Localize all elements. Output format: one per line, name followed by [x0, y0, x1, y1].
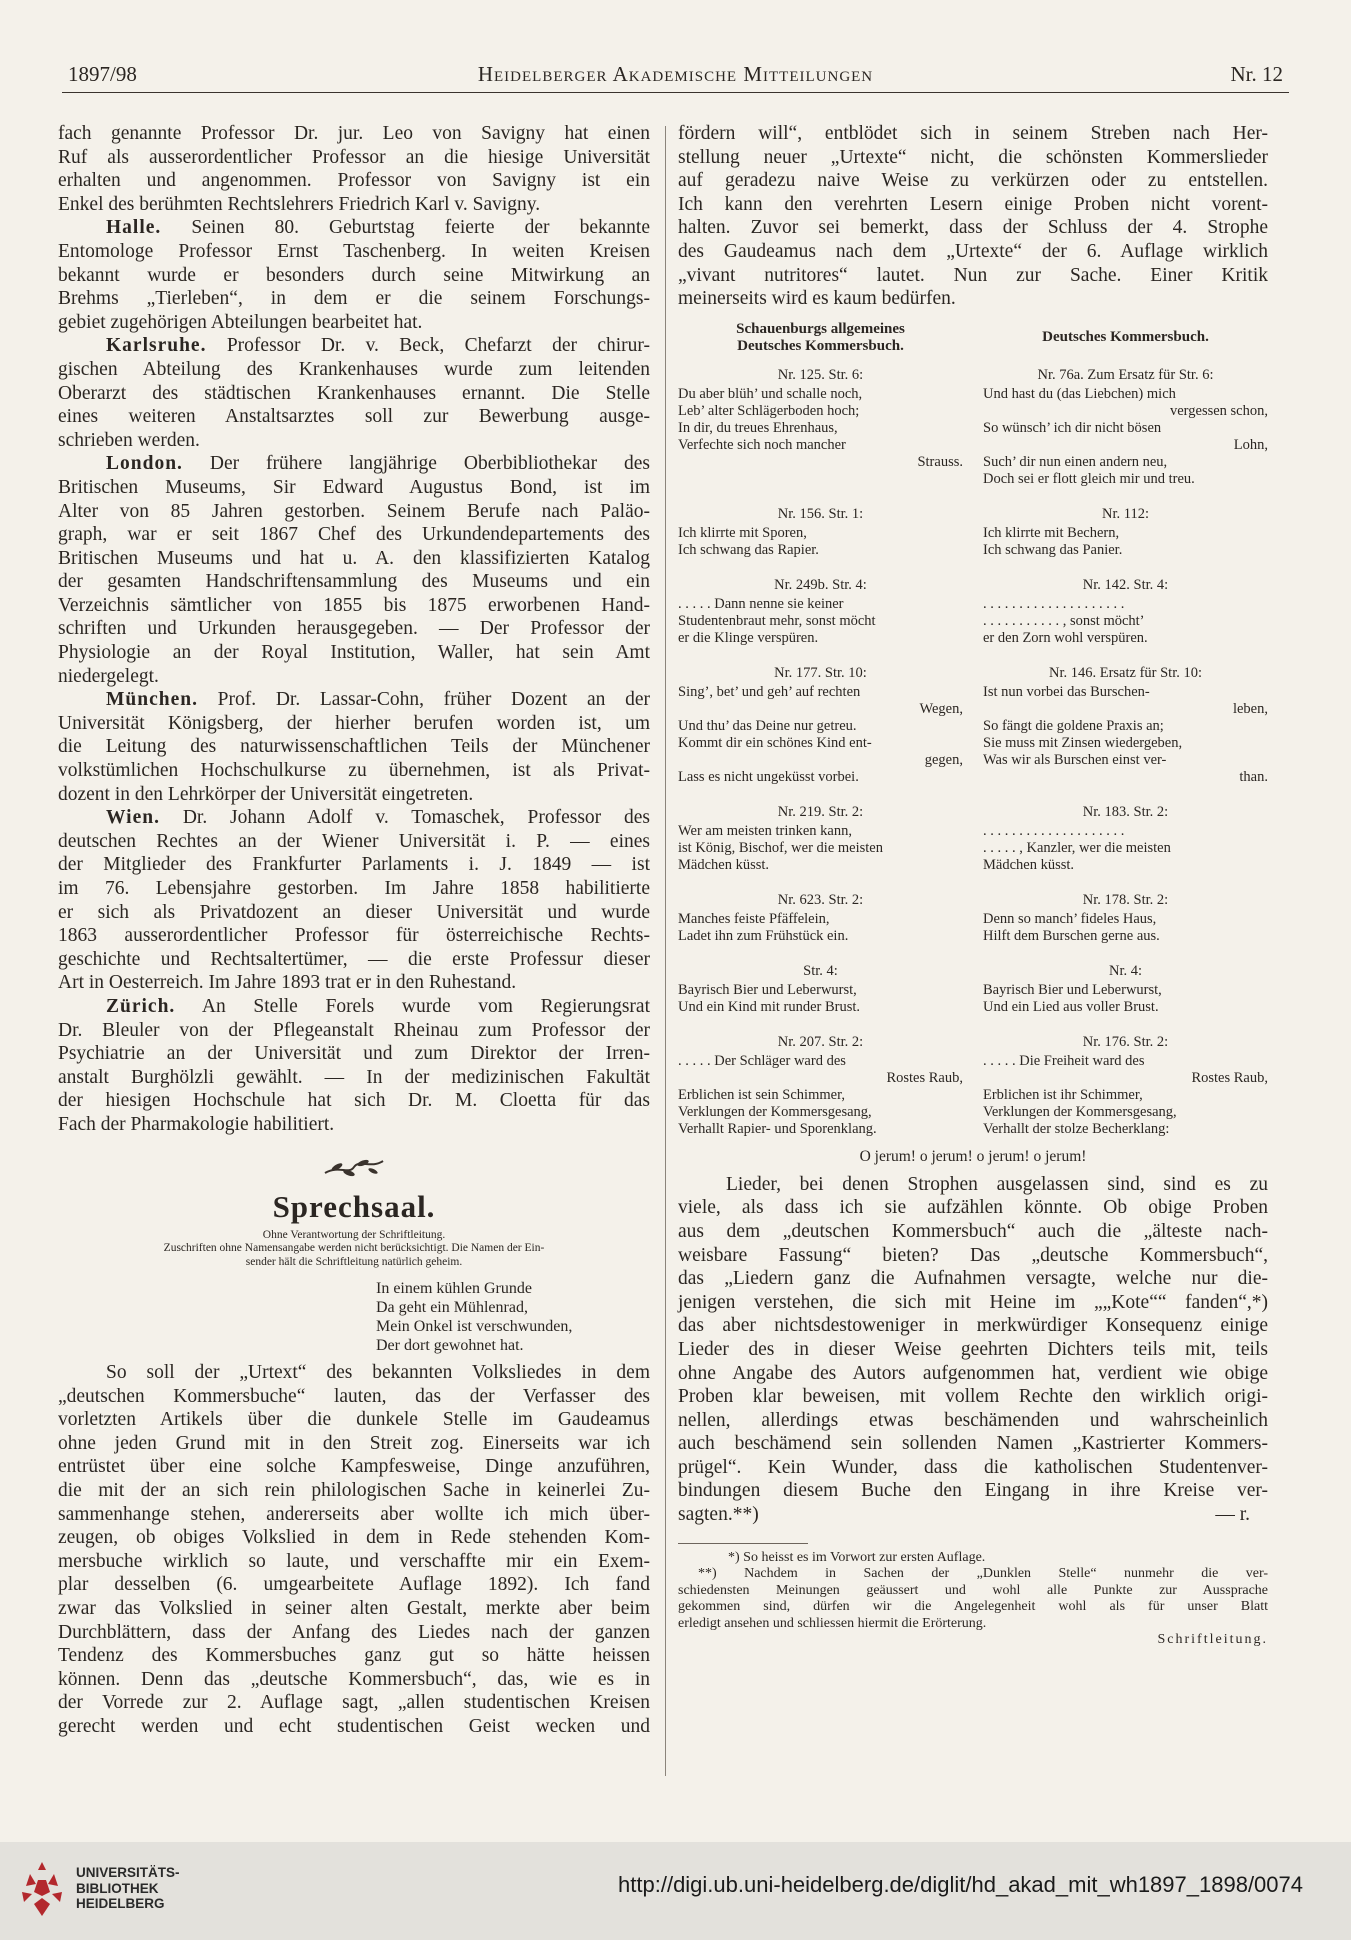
text-line: Lieder, bei denen Strophen ausgelassen sind, sind es zu [726, 1173, 1268, 1195]
text-line: aus dem „deutschen Kommersbuch“ auch die „älteste nach- [678, 1220, 1268, 1242]
news-zuerich: Zürich. An Stelle Forels wurde vom Regierungsrat Dr. Bleuler von der Pflegeanstalt Rheinau zum Professor der Psychiatrie an der Universität und zum Direktor der Irren- anstalt Burghölzli gewählt. — In der medizinischen Fakultät der hiesigen Hochschule hat sich Dr. M. Cloetta für das Fach der Pharmakologie habilitiert. [58, 995, 650, 1135]
news-head: Zürich. [106, 995, 176, 1017]
text-line: stellung neuer „Urtexte“ nicht, die schönsten Kommerslieder [678, 146, 1268, 168]
text-line: dozent in den Lehrkörper der Universität eingetreten. [58, 783, 474, 805]
footnote-line: gekommen sind, dürfen wir die Angelegenheit wohl als für unser Blatt [678, 1599, 1268, 1615]
text-line: nellen, allerdings etwas beschämenden und wahrscheinlich [678, 1409, 1268, 1431]
news-head: Wien. [106, 807, 160, 829]
footnote: *) So heisst es im Vorwort zur ersten Auflage. [728, 1549, 986, 1565]
text-line: sagten.**) [678, 1504, 759, 1526]
comparison-row: Nr. 156. Str. 1: Ich klirrte mit Sporen, Ich schwang das Rapier. Nr. 112: Ich klirrte mit Bechern, Ich schwang das Panier. [678, 505, 1149, 558]
news-london: London. Der frühere langjährige Oberbibliothekar des Britischen Museums, Sir Edward Augustus Bond, ist im Alter von 85 Jahren gestorben. Seinem Berufe nach Paläo- graph, war er seit 1867 Chef des Urkundendepartements des Britischen Museums und hat u. A. den klassifizierten Katalog der gesamten Handschriftensammlung des Museums und ein Verzeichnis sämtlicher von 1855 bis 1875 erworbenen Hand- schriften und Urkunden herausgegeben. — Der Professor der Physiologie an der Royal Institution, Waller, hat sein Amt niedergelegt. [58, 453, 651, 687]
text-line: prügel“. Kein Wunder, dass die katholischen Studentenver- [678, 1456, 1268, 1478]
poem-line: Da geht ein Mühlenrad, [376, 1299, 528, 1317]
text-line: gebiet zugehörigen Abteilungen bearbeitet hat. [58, 311, 423, 333]
text-line: auch beschämend sein sollenden Namen „Kastrierter Kommers- [678, 1433, 1268, 1455]
text-line: zeugen, ob obiges Volkslied in dem in Rede stehenden Kom- [58, 1527, 650, 1549]
header-journal-title: Heidelberger Akademische Mitteilungen [477, 62, 874, 86]
poem-line: Der dort gewohnet hat. [376, 1337, 524, 1355]
editor-signature: Schriftleitung. [1157, 1632, 1268, 1648]
news-wien: Wien. Dr. Johann Adolf v. Tomaschek, Professor des deutschen Rechtes an der Wiener Universität i. P. — eines der Mitglieder des Frankfurter Parlaments i. J. 1849 — ist im 76. Lebensjahre gestorben. Im Jahre 1858 habilitierte er sich als Privatdozent an dieser Universität und wurde 1863 ausserordentlicher Professor für österreichische Rechts- geschichte und Rechtsaltertümer, — die erste Professur dieser Art in Oesterreich. Im Jahre 1893 trat er in den Ruhestand. [58, 807, 651, 994]
text-line: So soll der „Urtext“ des bekannten Volksliedes in dem [106, 1362, 650, 1384]
text-line: Physiologie an der Royal Institution, Waller, hat sein Amt [58, 642, 650, 664]
text-line: Brehms „Tierleben“, in dem er die seinem Forschungs- [58, 288, 650, 310]
text-line: Ruf als ausserordentlicher Professor an die hiesige Universität [58, 146, 650, 168]
text-line: niedergelegt. [58, 665, 159, 687]
comparison-row: Nr. 207. Str. 2: . . . . . Der Schläger ward des Rostes Raub, Erblichen ist sein Schimmer, Verklungen der Kommersgesang, Verhallt Rapier- und Sporenklang. Nr. 176. Str. 2: . . . . . Die Freiheit ward des Rostes Raub, Erblichen ist ihr Schimmer, Verklungen der Kommersgesang, Verhallt der stolze Becherklang: [678, 1033, 1268, 1137]
closing-paragraph [678, 1173, 1268, 1527]
text-line: Fach der Pharmakologie habilitiert. [58, 1113, 335, 1135]
news-head: Karlsruhe. [106, 335, 207, 357]
right-column [678, 122, 1268, 1649]
intro-paragraph [58, 122, 650, 216]
text-line: Universität Königsberg, der hierher berufen worden ist, um [58, 712, 650, 734]
continuation-paragraph [678, 122, 1268, 311]
header-issue-number: Nr. 12 [1230, 62, 1283, 86]
text-line: des Gaudeamus nach dem „Urtexte“ der 6. Auflage wirklich [678, 240, 1268, 262]
text-line: Alter von 85 Jahren gestorben. Seinem Berufe nach Paläo- [58, 500, 650, 522]
text-line: zwar das Volkslied in seiner alten Gestalt, merkte aber beim [58, 1597, 650, 1619]
library-name: UNIVERSITÄTS- BIBLIOTHEK HEIDELBERG [76, 1865, 180, 1911]
text-line: auf geradezu naive Weise zu verkürzen oder zu entstellen. [678, 170, 1268, 192]
text-line: ohne jeden Grund mit in den Streit zog. Einerseits war ich [58, 1432, 650, 1454]
text-line: fördern will“, entblödet sich in seinem Streben nach Her- [678, 123, 1268, 144]
text-line: plar desselben (6. umgearbeitete Auflage 1892). Ich fand [58, 1574, 650, 1596]
footnotes [678, 1550, 1268, 1649]
disclaimer: Ohne Verantwortung der Schriftleitung. Zuschriften ohne Namensangabe werden nicht berücksichtigt. Die Namen der Ein- sender hält die Schriftleitung natürlich geheim. [163, 1228, 545, 1268]
text-line: fach genannte Professor Dr. jur. Leo von Savigny hat einen [58, 123, 650, 144]
quoted-poem [376, 1279, 650, 1355]
author-signature: — r. [1215, 1504, 1250, 1526]
text-line: bindungen diesem Buche den Eingang in ihre Kreise ver- [678, 1480, 1268, 1502]
digital-source-link[interactable]: http://digi.ub.uni-heidelberg.de/diglit/hd_akad_mit_wh1897_1898/0074 [618, 1872, 1303, 1897]
text-line: Oberarzt des städtischen Krankenhauses ernannt. Die Stelle [58, 382, 650, 404]
comparison-row: Str. 4: Bayrisch Bier und Leberwurst, Und ein Kind mit runder Brust. Nr. 4: Bayrisch Bier und Leberwurst, Und ein Lied aus voller Brust. [678, 962, 1162, 1015]
text-line: Art in Oesterreich. Im Jahre 1893 trat er in den Ruhestand. [58, 972, 517, 994]
text-line: Proben klar beweisen, mit vollem Rechte den wirklich origi- [678, 1386, 1268, 1408]
text-line: halten. Zuvor sei bemerkt, dass der Schluss der 4. Strophe [678, 217, 1268, 239]
text-line: deutschen Rechtes an der Wiener Universität i. P. — eines [58, 830, 650, 852]
refrain-line: O jerum! o jerum! o jerum! o jerum! [859, 1147, 1087, 1165]
text-line: Britischen Museums und hat u. A. den klassifizierten Katalog [58, 547, 650, 569]
text-line: der gesamten Handschriftensammlung des Museums und ein [58, 571, 650, 593]
text-line: Entomologe Professor Ernst Taschenberg. In weiten Kreisen [58, 240, 650, 262]
text-line: viele, als dass ich sie aufzählen könnte. Ob obige Proben [678, 1197, 1268, 1219]
text-line: geschichte und Rechtsaltertümer, — die erste Professur dieser [58, 948, 650, 970]
column-divider [665, 126, 666, 1776]
text-line: Enkel des berühmten Rechtslehrers Friedrich Karl v. Savigny. [58, 193, 541, 215]
section-title: Sprechsaal. [272, 1188, 436, 1224]
text-line: anstalt Burghölzli gewählt. — In der medizinischen Fakultät [58, 1066, 650, 1088]
page-header [62, 58, 1289, 93]
text-line: schriften und Urkunden herausgegeben. — Der Professor der [58, 618, 650, 640]
sprechsaal-body [58, 1361, 650, 1739]
text-line: Britischen Museums, Sir Edward Augustus Bond, ist im [58, 476, 650, 498]
text-line: 1863 ausserordentlicher Professor für österreichische Rechts- [58, 925, 650, 947]
news-head: London. [106, 453, 183, 475]
text-line: erhalten und angenommen. Professor von Savigny ist ein [58, 170, 650, 192]
news-karlsruhe: Karlsruhe. Professor Dr. v. Beck, Chefarzt der chirur- gischen Abteilung des Krankenhauses wurde zum leitenden Oberarzt des städtischen Krankenhauses ernannt. Die Stelle eines weiteren Anstaltsarztes soll zur Bewerbung ausge- schrieben werden. [58, 335, 650, 451]
text-line: Verzeichnis sämtlicher von 1855 bis 1875 erworbenen Hand- [58, 594, 650, 616]
text-line: gerecht werden und echt studentischen Geist wecken und [58, 1715, 650, 1737]
text-line: bekannt wurde er besonders durch seine Mitwirkung an [58, 264, 650, 286]
library-footer [0, 1842, 1351, 1940]
text-line: die mit der an sich rein philologischen Sache in keinerlei Zu- [58, 1480, 650, 1501]
library-logo-icon [16, 1860, 68, 1925]
text-line: graph, war er seit 1867 Chef des Urkundendepartements des [58, 524, 650, 546]
text-line: das „Liedern ganz die Aufnahmen versagte, welche nur die- [678, 1268, 1268, 1290]
text-line: Lieder des in dieser Weise geehrten Dichters teils mit, teils [678, 1338, 1268, 1360]
text-line: Dr. Bleuler von der Pflegeanstalt Rheinau zum Professor der [58, 1019, 650, 1041]
news-head: Halle. [106, 217, 162, 239]
comparison-head-left: Schauenburgs allgemeines Deutsches Kommersbuch. [736, 320, 905, 354]
text-line: volkstümlichen Hochschulkurse zu übernehmen, ist als Privat- [58, 760, 650, 782]
comparison-row: Nr. 249b. Str. 4: . . . . . Dann nenne sie keiner Studentenbraut mehr, sonst möcht er die Klinge verspüren. Nr. 142. Str. 4: . . . . . . . . . . . . . . . . . . . . . . . . . . . . . . . , sonst möcht’ er den Zorn wohl verspüren. [678, 576, 1169, 646]
news-halle: Halle. Seinen 80. Geburtstag feierte der bekannte Entomologe Professor Ernst Taschenberg. In weiten Kreisen bekannt wurde er besonders durch seine Mitwirkung an Brehms „Tierleben“, in dem er die seinem Forschungs- gebiet zugehörigen Abteilungen bearbeitet hat. [58, 217, 651, 333]
header-year: 1897/98 [68, 62, 137, 86]
song-comparison [678, 321, 1268, 1165]
text-line: können. Denn das „deutsche Kommersbuch“, das, wie es in [58, 1668, 650, 1690]
text-line: weisbare Fassung“ bieten? Das „deutsche Kommersbuch“, [678, 1244, 1268, 1266]
text-line: der hiesigen Hochschule hat sich Dr. M. Cloetta für das [58, 1090, 650, 1112]
comparison-row: Nr. 177. Str. 10: Sing’, bet’ und geh’ auf rechten Wegen, Und thu’ das Deine nur getreu. Kommt dir ein schönes Kind ent- gegen, Lass es nicht ungeküsst vorbei. Nr. 146. Ersatz für Str. 10: Ist nun vorbei das Burschen- leben, So fängt die goldene Praxis an; Sie muss mit Zinsen wiedergeben, Was wir als Burschen einst ver- than. [678, 664, 1268, 785]
news-muenchen: München. Prof. Dr. Lassar-Cohn, früher Dozent an der Universität Königsberg, der hierher berufen worden ist, um die Leitung des naturwissenschaftlichen Teils der Münchener volkstümlichen Hochschulkurse zu übernehmen, ist als Privat- dozent in den Lehrkörper der Universität eingetreten. [58, 689, 650, 805]
comparison-head-right: Deutsches Kommersbuch. [1042, 328, 1209, 345]
text-line: jenigen verstehen, die sich mit Heine im „„Kote““ fanden“,*) [678, 1291, 1268, 1313]
text-line: „vivant nutritores“ lautet. Nun zur Sache. Einer Kritik [678, 264, 1268, 286]
text-line: „deutschen Kommersbuche“ lauten, das der Verfasser des [58, 1385, 650, 1407]
text-line: Psychiatrie an der Universität und zum Direktor der Irren- [58, 1043, 650, 1065]
text-line: das aber nichtsdestoweniger in merkwürdiger Konsequenz einige [678, 1315, 1268, 1337]
text-line: eines weiteren Anstaltsarztes soll zur Bewerbung ausge- [58, 406, 650, 428]
text-line: der Mitglieder des Frankfurter Parlaments i. J. 1849 — ist [58, 854, 650, 876]
floral-ornament-icon [58, 1155, 650, 1181]
comparison-row: Nr. 125. Str. 6: Du aber blüh’ und schalle noch, Leb’ alter Schlägerboden hoch; In dir, du treues Ehrenhaus, Verfechte sich noch mancher Strauss. Nr. 76a. Zum Ersatz für Str. 6: Und hast du (das Liebchen) mich vergessen schon, So wünsch’ ich dir nicht bösen Lohn, Such’ dir nun einen andern neu, Doch sei er flott gleich mir und treu. [678, 366, 1268, 487]
text-line: gischen Abteilung des Krankenhauses wurde zum leitenden [58, 358, 650, 380]
news-head: München. [106, 689, 198, 711]
text-line: mersbuche wirklich so laute, und verschaffte mir ein Exem- [58, 1550, 650, 1572]
footnote-line: erledigt ansehen und schliessen hiermit die Erörterung. [678, 1615, 987, 1631]
footnote-line: **) Nachdem in Sachen der „Dunklen Stelle“ nunmehr die ver- [698, 1566, 1268, 1582]
comparison-row: Nr. 219. Str. 2: Wer am meisten trinken kann, ist König, Bischof, wer die meisten Mädchen küsst. Nr. 183. Str. 2: . . . . . . . . . . . . . . . . . . . . . . . . . , Kanzler, wer die meisten Mädchen küsst. [678, 803, 1171, 873]
text-line: Durchblättern, dass der Anfang des Liedes nach der ganzen [58, 1621, 650, 1643]
text-line: Tendenz des Kommersbuches ganz gut so hätte heissen [58, 1645, 650, 1667]
text-line: die Leitung des naturwissenschaftlichen Teils der Münchener [58, 736, 650, 758]
text-line: meinerseits wird es kaum bedürfen. [678, 288, 956, 310]
poem-line: Mein Onkel ist verschwunden, [376, 1318, 573, 1336]
comparison-row: Nr. 623. Str. 2: Manches feiste Pfäffelein, Ladet ihn zum Frühstück ein. Nr. 178. Str. 2: Denn so manch’ fideles Haus, Hilft dem Burschen gerne aus. [678, 891, 1169, 944]
text-line: schrieben werden. [58, 429, 200, 451]
text-line: der Vorrede zur 2. Auflage sagt, „allen studentischen Kreisen [58, 1692, 650, 1714]
text-line: er sich als Privatdozent an dieser Universität und wurde [58, 901, 650, 923]
footnote-separator [678, 1543, 808, 1544]
text-line: sammenhange stehen, andererseits aber wollte ich mich über- [58, 1503, 650, 1525]
text-line: im 76. Lebensjahre gestorben. Im Jahre 1858 habilitierte [58, 878, 650, 899]
footnote-line: schiedensten Meinungen geäussert und wohl alle Punkte zur Aussprache [678, 1582, 1268, 1598]
poem-line: In einem kühlen Grunde [376, 1280, 532, 1298]
left-column [58, 122, 650, 1739]
text-line: vorletzten Artikels über die dunkele Stelle im Gaudeamus [58, 1409, 650, 1431]
text-line: ohne Angabe des Autors aufgenommen hat, verdient wie obige [678, 1362, 1268, 1384]
text-line: Ich kann den verehrten Lesern einige Proben nicht vorent- [678, 193, 1268, 215]
text-line: entrüstet über eine solche Kampfesweise, Dinge anzuführen, [58, 1456, 650, 1478]
